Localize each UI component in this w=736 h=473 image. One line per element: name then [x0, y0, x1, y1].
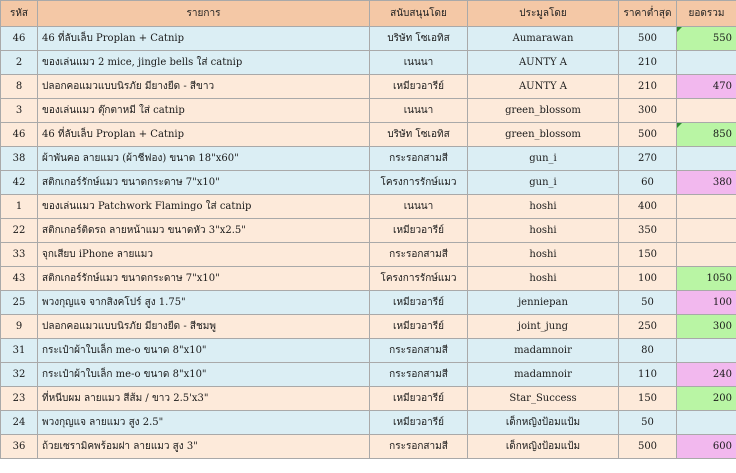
- cell-winner[interactable]: เด็กหญิงป้อมแป้ม: [468, 411, 619, 435]
- cell-sponsor[interactable]: เหมียวอารีย์: [370, 315, 468, 339]
- cell-total[interactable]: 100: [677, 291, 736, 315]
- cell-min-price[interactable]: 60: [619, 171, 677, 195]
- cell-item[interactable]: 46 ที่ลับเล็บ Proplan + Catnip: [38, 123, 370, 147]
- table-row: [1, 435, 736, 459]
- cell-id[interactable]: 46: [1, 27, 38, 51]
- cell-total[interactable]: [677, 339, 736, 363]
- cell-total[interactable]: 600: [677, 435, 736, 459]
- cell-sponsor[interactable]: บริษัท โซเอทิส: [370, 27, 468, 51]
- table-row: [1, 195, 736, 219]
- cell-winner[interactable]: hoshi: [468, 243, 619, 267]
- cell-sponsor[interactable]: เหมียวอารีย์: [370, 291, 468, 315]
- cell-item[interactable]: สติกเกอร์ติดรถ ลายหน้าแมว ขนาดหัว 3"x2.5": [38, 219, 370, 243]
- cell-id[interactable]: 22: [1, 219, 38, 243]
- cell-item[interactable]: ของเล่นแมว Patchwork Flamingo ใส่ catnip: [38, 195, 370, 219]
- header-row: [1, 1, 736, 27]
- cell-min-price[interactable]: 150: [619, 243, 677, 267]
- cell-min-price[interactable]: 300: [619, 99, 677, 123]
- cell-item[interactable]: สติกเกอร์รักษ์แมว ขนาดกระดาษ 7"x10": [38, 171, 370, 195]
- table-row: [1, 291, 736, 315]
- cell-total[interactable]: 240: [677, 363, 736, 387]
- cell-id[interactable]: 43: [1, 267, 38, 291]
- cell-min-price[interactable]: 500: [619, 123, 677, 147]
- cell-min-price[interactable]: 400: [619, 195, 677, 219]
- table-body: [1, 27, 736, 459]
- cell-sponsor[interactable]: เหมียวอารีย์: [370, 75, 468, 99]
- cell-total[interactable]: [677, 195, 736, 219]
- cell-total[interactable]: 1050: [677, 267, 736, 291]
- table-row: [1, 147, 736, 171]
- cell-winner[interactable]: เด็กหญิงป้อมแป้ม: [468, 435, 619, 459]
- cell-sponsor[interactable]: โครงการรักษ์แมว: [370, 171, 468, 195]
- cell-item[interactable]: พวงกุญแจ ลายแมว สูง 2.5": [38, 411, 370, 435]
- cell-winner[interactable]: AUNTY A: [468, 51, 619, 75]
- cell-winner[interactable]: Aumarawan: [468, 27, 619, 51]
- cell-id[interactable]: 1: [1, 195, 38, 219]
- cell-winner[interactable]: green_blossom: [468, 123, 619, 147]
- cell-min-price[interactable]: 80: [619, 339, 677, 363]
- cell-winner[interactable]: hoshi: [468, 267, 619, 291]
- cell-winner[interactable]: jenniepan: [468, 291, 619, 315]
- column-header-winner[interactable]: ประมูลโดย: [468, 1, 619, 27]
- cell-id[interactable]: 46: [1, 123, 38, 147]
- cell-sponsor[interactable]: เนนนา: [370, 195, 468, 219]
- cell-total[interactable]: [677, 411, 736, 435]
- cell-winner[interactable]: green_blossom: [468, 99, 619, 123]
- cell-item[interactable]: ของเล่นแมว ตุ๊กตาหมี ใส่ catnip: [38, 99, 370, 123]
- cell-id[interactable]: 32: [1, 363, 38, 387]
- table-row: [1, 243, 736, 267]
- cell-min-price[interactable]: 110: [619, 363, 677, 387]
- column-header-total[interactable]: ยอดรวม: [677, 1, 736, 27]
- cell-item[interactable]: ที่หนีบผม ลายแมว สีส้ม / ขาว 2.5'x3": [38, 387, 370, 411]
- column-header-sponsor[interactable]: สนับสนุนโดย: [370, 1, 468, 27]
- cell-sponsor[interactable]: เนนนา: [370, 51, 468, 75]
- cell-winner[interactable]: gun_i: [468, 147, 619, 171]
- table-row: [1, 51, 736, 75]
- cell-total[interactable]: 300: [677, 315, 736, 339]
- cell-min-price[interactable]: 100: [619, 267, 677, 291]
- cell-total[interactable]: 850: [677, 123, 736, 147]
- column-header-min-price[interactable]: ราคาต่ำสุด: [619, 1, 677, 27]
- cell-sponsor[interactable]: เหมียวอารีย์: [370, 219, 468, 243]
- cell-sponsor[interactable]: บริษัท โซเอทิส: [370, 123, 468, 147]
- cell-total[interactable]: [677, 147, 736, 171]
- cell-min-price[interactable]: 500: [619, 435, 677, 459]
- cell-id[interactable]: 31: [1, 339, 38, 363]
- cell-min-price[interactable]: 210: [619, 75, 677, 99]
- table-row: [1, 123, 736, 147]
- cell-sponsor[interactable]: กระรอกสามสี: [370, 147, 468, 171]
- cell-sponsor[interactable]: โครงการรักษ์แมว: [370, 267, 468, 291]
- cell-winner[interactable]: gun_i: [468, 171, 619, 195]
- cell-id[interactable]: 42: [1, 171, 38, 195]
- table-row: [1, 27, 736, 51]
- table-row: [1, 363, 736, 387]
- cell-id[interactable]: 2: [1, 51, 38, 75]
- cell-min-price[interactable]: 350: [619, 219, 677, 243]
- cell-id[interactable]: 38: [1, 147, 38, 171]
- table-row: [1, 339, 736, 363]
- cell-sponsor[interactable]: เหมียวอารีย์: [370, 387, 468, 411]
- cell-total[interactable]: [677, 51, 736, 75]
- cell-winner[interactable]: Star_Success: [468, 387, 619, 411]
- cell-id[interactable]: 24: [1, 411, 38, 435]
- cell-total[interactable]: [677, 99, 736, 123]
- table-row: [1, 387, 736, 411]
- cell-total[interactable]: 380: [677, 171, 736, 195]
- table-row: [1, 219, 736, 243]
- cell-sponsor[interactable]: กระรอกสามสี: [370, 339, 468, 363]
- cell-min-price[interactable]: 50: [619, 411, 677, 435]
- cell-id[interactable]: 33: [1, 243, 38, 267]
- column-header-item[interactable]: รายการ: [38, 1, 370, 27]
- cell-id[interactable]: 25: [1, 291, 38, 315]
- cell-total[interactable]: 200: [677, 387, 736, 411]
- table-row: [1, 411, 736, 435]
- cell-id[interactable]: 9: [1, 315, 38, 339]
- cell-id[interactable]: 8: [1, 75, 38, 99]
- column-header-id[interactable]: รหัส: [1, 1, 38, 27]
- cell-total[interactable]: 550: [677, 27, 736, 51]
- cell-winner[interactable]: joint_jung: [468, 315, 619, 339]
- cell-sponsor[interactable]: กระรอกสามสี: [370, 243, 468, 267]
- cell-min-price[interactable]: 250: [619, 315, 677, 339]
- cell-min-price[interactable]: 150: [619, 387, 677, 411]
- cell-item[interactable]: สติกเกอร์รักษ์แมว ขนาดกระดาษ 7"x10": [38, 267, 370, 291]
- cell-sponsor[interactable]: กระรอกสามสี: [370, 363, 468, 387]
- cell-winner[interactable]: madamnoir: [468, 363, 619, 387]
- cell-id[interactable]: 3: [1, 99, 38, 123]
- cell-winner[interactable]: madamnoir: [468, 339, 619, 363]
- cell-min-price[interactable]: 500: [619, 27, 677, 51]
- cell-total[interactable]: [677, 219, 736, 243]
- cell-item[interactable]: พวงกุญแจ จากสิงคโปร์ สูง 1.75": [38, 291, 370, 315]
- cell-sponsor[interactable]: เนนนา: [370, 99, 468, 123]
- cell-item[interactable]: กระเป๋าผ้าใบเล็ก me-o ขนาด 8"x10": [38, 363, 370, 387]
- cell-winner[interactable]: AUNTY A: [468, 75, 619, 99]
- cell-sponsor[interactable]: กระรอกสามสี: [370, 435, 468, 459]
- cell-sponsor[interactable]: เหมียวอารีย์: [370, 411, 468, 435]
- cell-total[interactable]: 470: [677, 75, 736, 99]
- cell-item[interactable]: 46 ที่ลับเล็บ Proplan + Catnip: [38, 27, 370, 51]
- cell-item[interactable]: ถ้วยเซรามิคพร้อมฝา ลายแมว สูง 3": [38, 435, 370, 459]
- cell-winner[interactable]: hoshi: [468, 195, 619, 219]
- cell-total[interactable]: [677, 243, 736, 267]
- table-row: [1, 267, 736, 291]
- cell-min-price[interactable]: 210: [619, 51, 677, 75]
- table-row: [1, 315, 736, 339]
- table-row: [1, 75, 736, 99]
- cell-id[interactable]: 23: [1, 387, 38, 411]
- cell-id[interactable]: 36: [1, 435, 38, 459]
- cell-item[interactable]: กระเป๋าผ้าใบเล็ก me-o ขนาด 8"x10": [38, 339, 370, 363]
- cell-item[interactable]: ปลอกคอแมวแบบนิรภัย มียางยืด - สีขาว: [38, 75, 370, 99]
- cell-item[interactable]: จุกเสียบ iPhone ลายแมว: [38, 243, 370, 267]
- cell-winner[interactable]: hoshi: [468, 219, 619, 243]
- cell-min-price[interactable]: 270: [619, 147, 677, 171]
- cell-item[interactable]: ของเล่นแมว 2 mice, jingle bells ใส่ catnip: [38, 51, 370, 75]
- cell-min-price[interactable]: 50: [619, 291, 677, 315]
- table-row: [1, 171, 736, 195]
- cell-item[interactable]: ปลอกคอแมวแบบนิรภัย มียางยืด - สีชมพู: [38, 315, 370, 339]
- table-row: [1, 99, 736, 123]
- cell-item[interactable]: ผ้าพันคอ ลายแมว (ผ้าชีฟอง) ขนาด 18"x60": [38, 147, 370, 171]
